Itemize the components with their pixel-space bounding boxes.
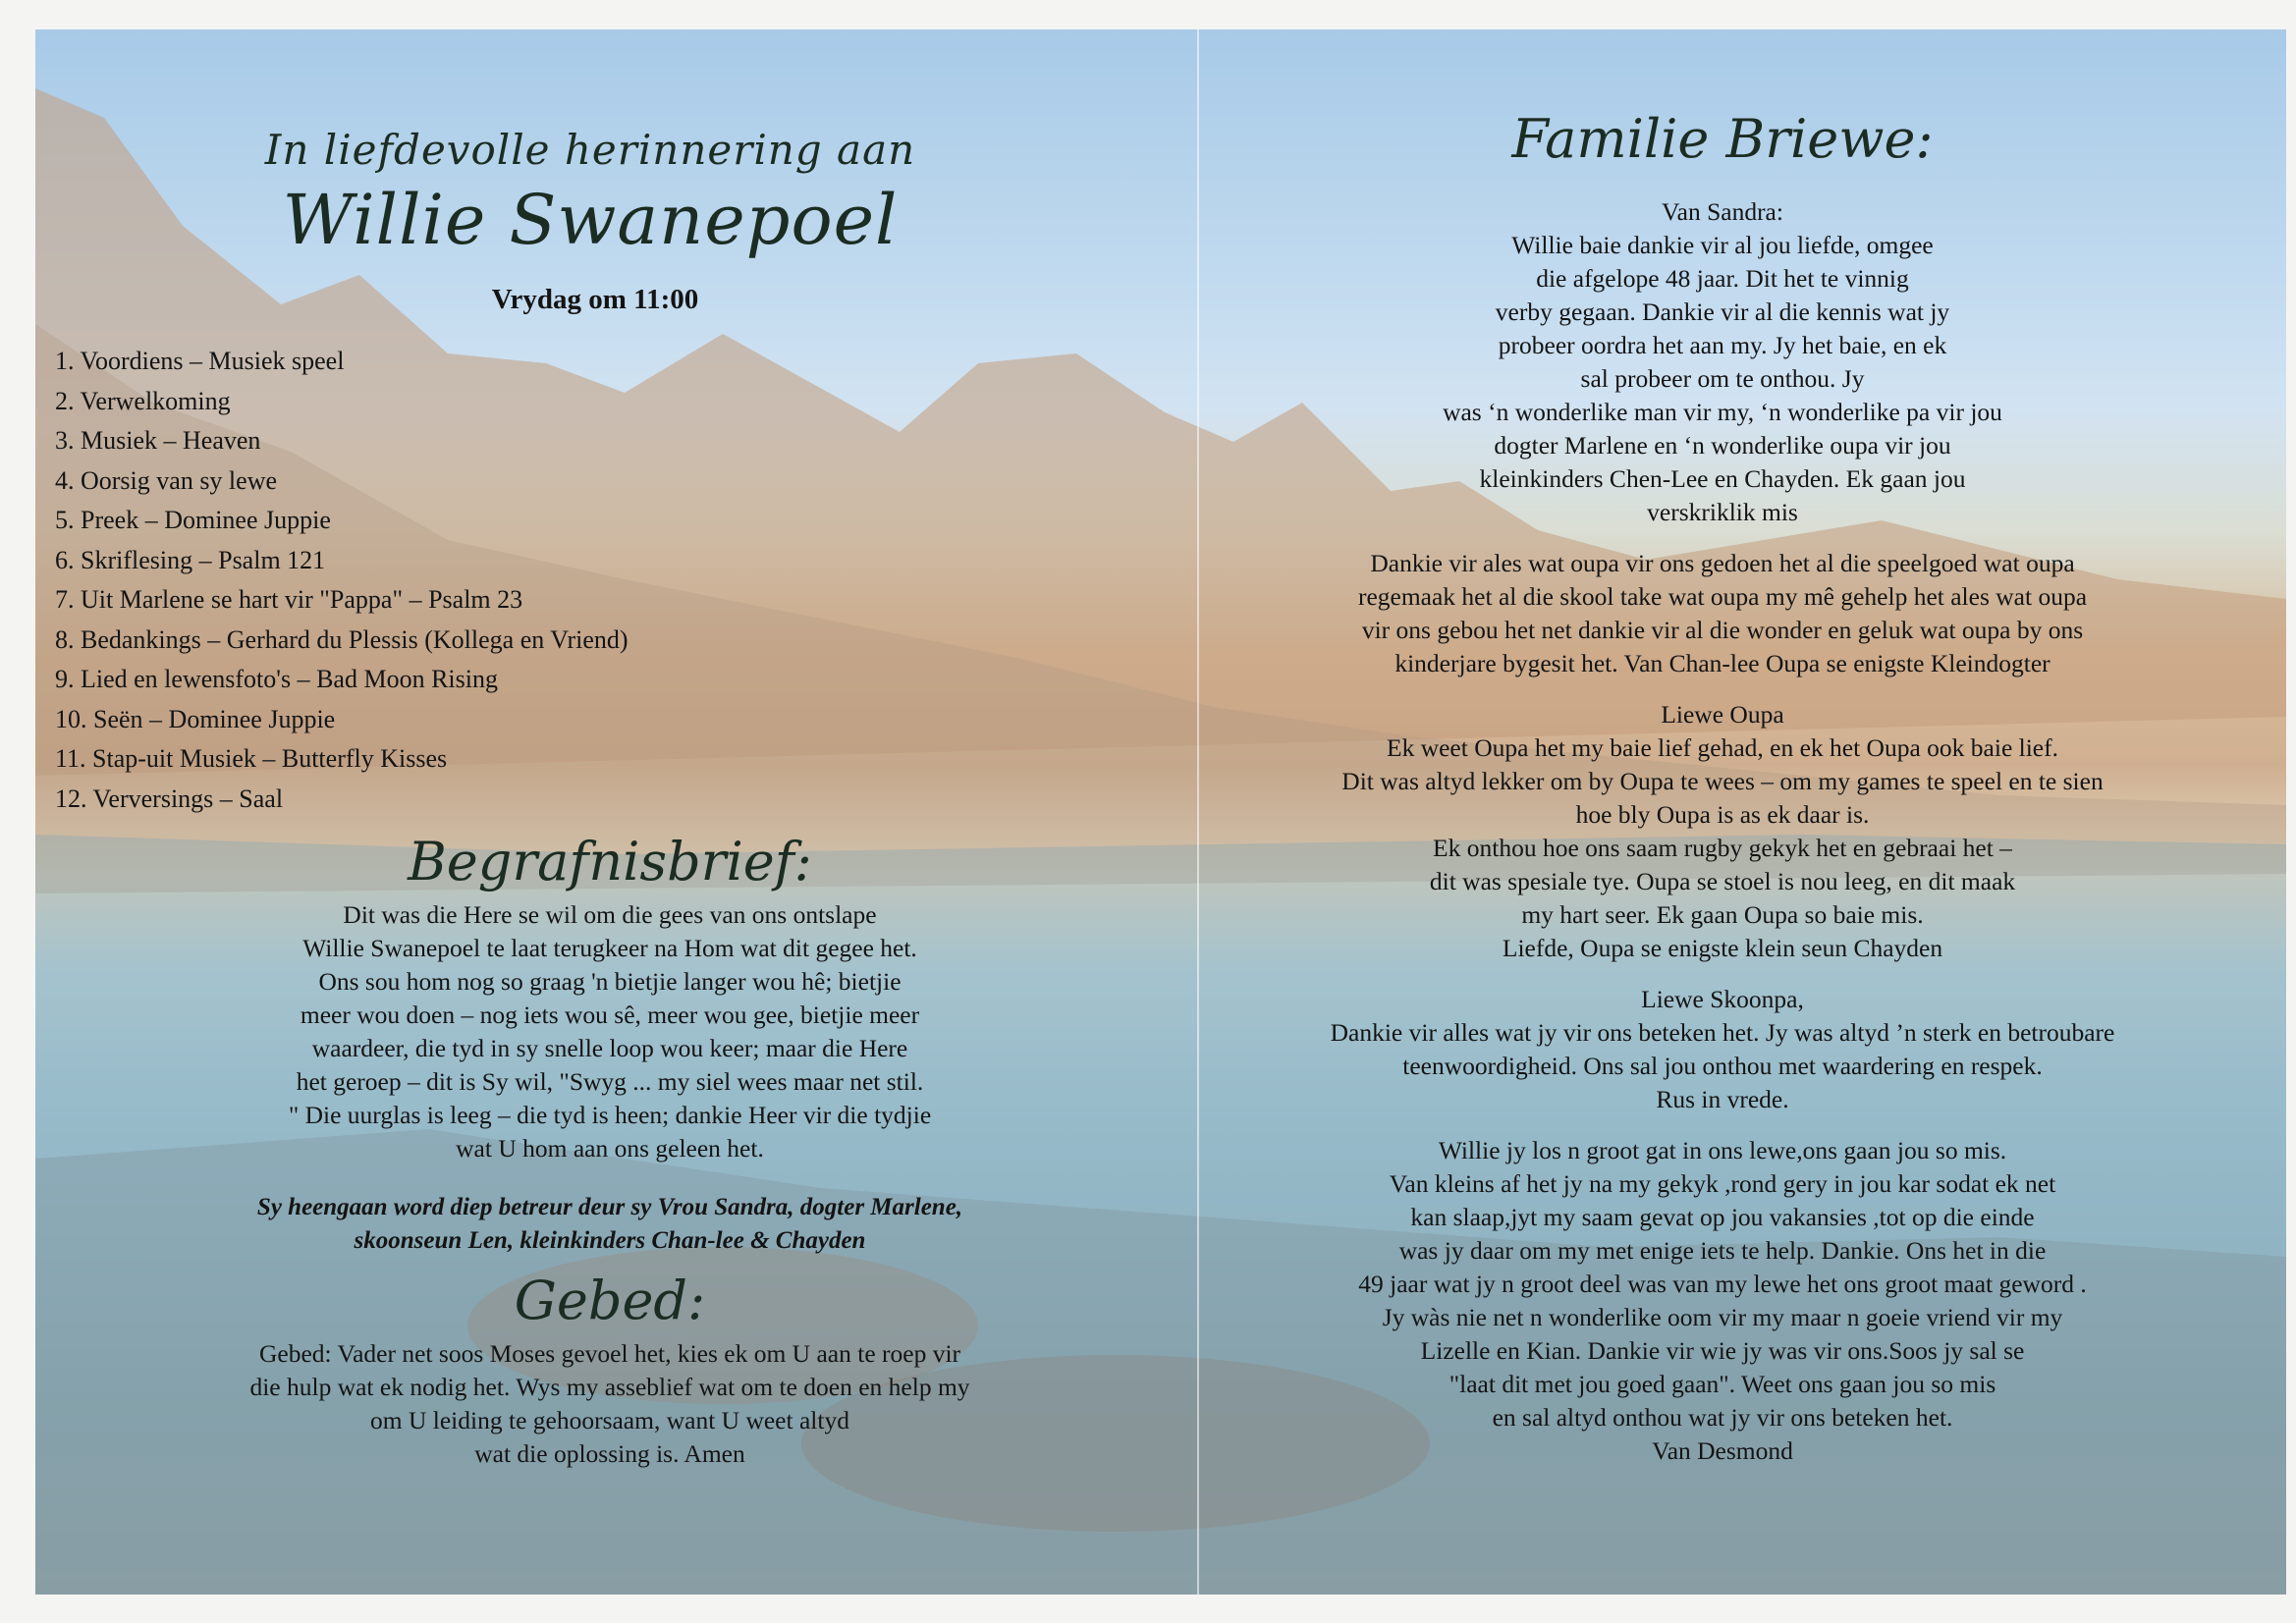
gebed-text (114, 1337, 1106, 1471)
text-line: die afgelope 48 jaar. Dit het te vinnig (1536, 264, 1909, 293)
program-item: 3. Musiek – Heaven (55, 426, 261, 455)
text-line: Lizelle en Kian. Dankie vir wie jy was vir ons.Soos jy sal se (1420, 1336, 2025, 1365)
service-time: Vrydag om 11:00 (491, 284, 699, 315)
text-line: Rus in vrede. (1656, 1085, 1789, 1113)
memorial-sheet (35, 29, 2286, 1595)
text-line: Ek weet Oupa het my baie lief gehad, en ek het Oupa ook baie lief. (1387, 733, 2058, 762)
text-line: Ons sou hom nog so graag 'n bietjie langer wou hê; bietjie (318, 967, 902, 996)
text-line: Sy heengaan word diep betreur deur sy Vrou Sandra, dogter Marlene, (256, 1194, 963, 1220)
begrafnisbrief-heading: Begrafnisbrief: (408, 831, 812, 893)
text-line: die hulp wat ek nodig het. Wys my asseblief wat om te doen en help my (249, 1373, 970, 1401)
text-line: wat U hom aan ons geleen het. (456, 1134, 764, 1163)
right-panel (1231, 108, 2214, 1486)
letter-desmond (1231, 1134, 2214, 1468)
text-line: Willie jy los n groot gat in ons lewe,ons gaan jou so mis. (1438, 1136, 2007, 1164)
program-item: 5. Preek – Dominee Juppie (55, 506, 331, 534)
text-line: kleinkinders Chen-Lee en Chayden. Ek gaan jou (1479, 464, 1966, 493)
text-line: verby gegaan. Dankie vir al die kennis wat jy (1495, 298, 1950, 326)
program-item: 4. Oorsig van sy lewe (55, 465, 278, 495)
page-fold (1197, 29, 1199, 1595)
text-line: was ‘n wonderlike man vir my, ‘n wonderlike pa vir jou (1443, 398, 2002, 426)
text-line: verskriklik mis (1647, 498, 1798, 526)
text-line: dogter Marlene en ‘n wonderlike oupa vir jou (1494, 431, 1951, 460)
text-line: Liewe Skoonpa, (1641, 985, 1804, 1013)
program-item: 2. Verwelkoming (55, 386, 231, 415)
text-line: Dit was die Here se wil om die gees van ons ontslape (343, 900, 877, 929)
text-line: regemaak het al die skool take wat oupa my mê gehelp het ales wat oupa (1357, 582, 2088, 611)
text-line: "laat dit met jou goed gaan". Weet ons gaan jou so mis (1449, 1370, 1996, 1398)
familie-briewe-heading: Familie Briewe: (1511, 108, 1934, 170)
text-line: Gebed: Vader net soos Moses gevoel het, kies ek om U aan te roep vir (258, 1339, 961, 1368)
text-line: Dankie vir alles wat jy vir ons beteken het. Jy was altyd ’n sterk en betroubare (1330, 1018, 2115, 1047)
text-line: " Die uurglas is leeg – die tyd is heen; dankie Heer vir die tydjie (288, 1101, 932, 1129)
text-line: skoonseun Len, kleinkinders Chan-lee & Chayden (354, 1227, 866, 1254)
letter-sandra (1231, 195, 2214, 529)
text-line: hoe bly Oupa is as ek daar is. (1575, 800, 1870, 829)
text-line: Van Desmond (1652, 1436, 1793, 1465)
text-line: Liefde, Oupa se enigste klein seun Chayden (1502, 934, 1943, 962)
intro-heading: In liefdevolle herinnering aan (264, 126, 916, 174)
text-line: vir ons gebou het net dankie vir al die wonder en geluk wat oupa by ons (1361, 616, 2084, 644)
text-line: teenwoordigheid. Ons sal jou onthou met waardering en respek. (1402, 1052, 2043, 1080)
text-line: meer wou doen – nog iets wou sê, meer wou gee, bietjie meer (300, 1001, 920, 1029)
text-line: dit was spesiale tye. Oupa se stoel is nou leeg, en dit maak (1429, 867, 2016, 895)
text-line: Van kleins af het jy na my gekyk ,rond gery in jou kar sodat ek net (1389, 1169, 2056, 1198)
letter-skoonpa (1231, 983, 2214, 1116)
text-line: kinderjare bygesit het. Van Chan-lee Oupa se enigste Kleindogter (1394, 649, 2050, 677)
program-item: 12. Verversings – Saal (55, 784, 284, 813)
program-list (55, 342, 1106, 819)
text-line: om U leiding te gehoorsaam, want U weet altyd (370, 1406, 849, 1434)
text-line: my hart seer. Ek gaan Oupa so baie mis. (1521, 900, 1924, 929)
text-line: het geroep – dit is Sy wil, "Swyg ... my siel wees maar net stil. (296, 1067, 924, 1096)
mourners-text (114, 1191, 1106, 1258)
left-panel (55, 126, 1106, 1471)
text-line: probeer oordra het aan my. Jy het baie, en ek (1498, 331, 1947, 359)
begrafnisbrief-text (114, 898, 1106, 1165)
text-line: Dit was altyd lekker om by Oupa te wees – om my games te speel en te sien (1341, 767, 2104, 795)
text-line: Willie Swanepoel te laat terugkeer na Hom wat dit gegee het. (302, 934, 917, 962)
deceased-name: Willie Swanepoel (282, 180, 899, 260)
program-item: 6. Skriflesing – Psalm 121 (55, 545, 326, 574)
text-line: Dankie vir ales wat oupa vir ons gedoen het al die speelgoed wat oupa (1370, 549, 2075, 577)
text-line: kan slaap,jyt my saam gevat op jou vakansies ,tot op die einde (1410, 1203, 2035, 1231)
text-line: Willie baie dankie vir al jou liefde, omgee (1511, 231, 1934, 259)
program-item: 1. Voordiens – Musiek speel (55, 347, 345, 375)
letter-chayden (1231, 698, 2214, 965)
gebed-heading: Gebed: (514, 1270, 706, 1331)
program-item: 7. Uit Marlene se hart vir "Pappa" – Psalm 23 (55, 585, 523, 614)
text-line: wat die oplossing is. Amen (474, 1439, 745, 1468)
text-line: en sal altyd onthou wat jy vir ons beteken het. (1492, 1403, 1953, 1432)
text-line: Ek onthou hoe ons saam rugby gekyk het en gebraai het – (1433, 834, 2012, 862)
text-line: Van Sandra: (1662, 197, 1783, 226)
program-item: 8. Bedankings – Gerhard du Plessis (Kollega en Vriend) (55, 624, 629, 654)
program-item: 10. Seën – Dominee Juppie (55, 704, 336, 733)
text-line: waardeer, die tyd in sy snelle loop wou keer; maar die Here (311, 1034, 908, 1062)
program-item: 9. Lied en lewensfoto's – Bad Moon Rising (55, 665, 498, 693)
text-line: was jy daar om my met enige iets te help. Dankie. Ons het in die (1398, 1236, 2047, 1265)
letter-chan-lee (1231, 547, 2214, 680)
text-line: 49 jaar wat jy n groot deel was van my lewe het ons groot maat geword . (1358, 1270, 2087, 1298)
text-line: Jy wàs nie net n wonderlike oom vir my maar n goeie vriend vir my (1382, 1303, 2063, 1331)
text-line: sal probeer om te onthou. Jy (1580, 364, 1865, 393)
program-item: 11. Stap-uit Musiek – Butterfly Kisses (55, 744, 448, 773)
text-line: Liewe Oupa (1661, 700, 1784, 729)
